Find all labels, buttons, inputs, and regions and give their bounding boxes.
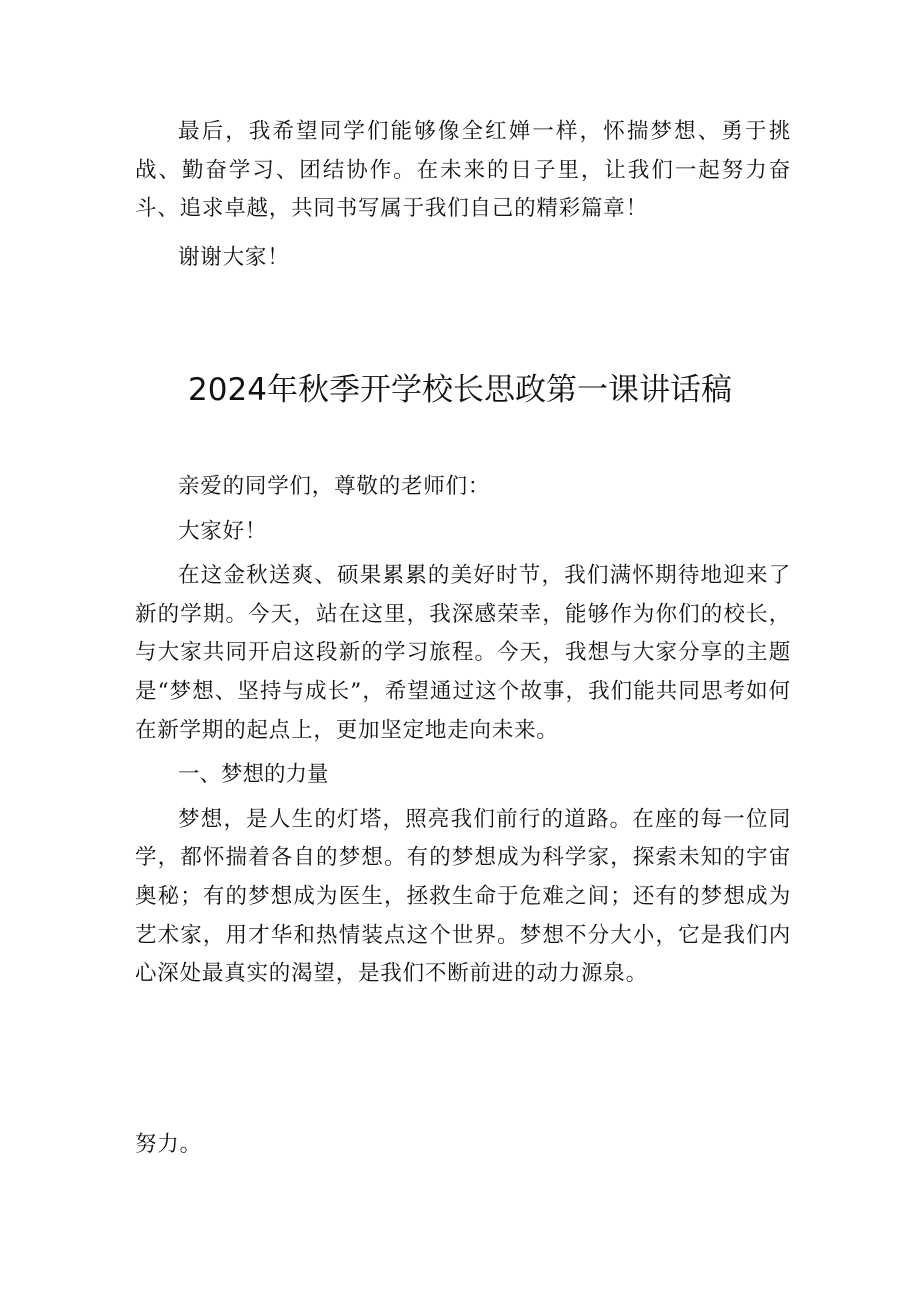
- speech-body: [135, 468, 791, 994]
- fragment-text: 努力。: [135, 1132, 202, 1157]
- document-title: 2024年秋季开学校长思政第一课讲话稿: [188, 372, 732, 408]
- closing-paragraph: 最后，我希望同学们能够像全红婵一样，怀揣梦想、勇于挑战、勤奋学习、团结协作。在未来的日子里，让我们一起努力奋斗、追求卓越，共同书写属于我们自己的精彩篇章！: [135, 119, 791, 222]
- section-paragraph: 梦想，是人生的灯塔，照亮我们前行的道路。在座的每一位同学，都怀揣着各自的梦想。有的梦想成为科学家，探索未知的宇宙奥秘；有的梦想成为医生，拯救生命于危难之间；还有的梦想成为艺术家，用才华和热情装点这个世界。梦想不分大小，它是我们内心深处最真实的渴望，是我们不断前进的动力源泉。: [135, 806, 791, 987]
- section-heading: 一、梦想的力量: [178, 762, 329, 788]
- closing-thanks: 谢谢大家！: [178, 244, 290, 270]
- intro-paragraph: 在这金秋送爽、硕果累累的美好时节，我们满怀期待地迎来了新的学期。今天，站在这里，我深感荣幸，能够作为你们的校长，与大家共同开启这段新的学习旅程。今天，我想与大家分享的主题是“梦想、坚持与成长”，希望通过这个故事，我们能共同思考如何在新学期的起点上，更加坚定地走向未来。: [135, 563, 791, 743]
- greeting: 大家好！: [178, 518, 268, 544]
- fragment-section: [135, 1126, 791, 1165]
- salutation: 亲爱的同学们，尊敬的老师们：: [178, 474, 491, 499]
- closing-section: [135, 113, 791, 277]
